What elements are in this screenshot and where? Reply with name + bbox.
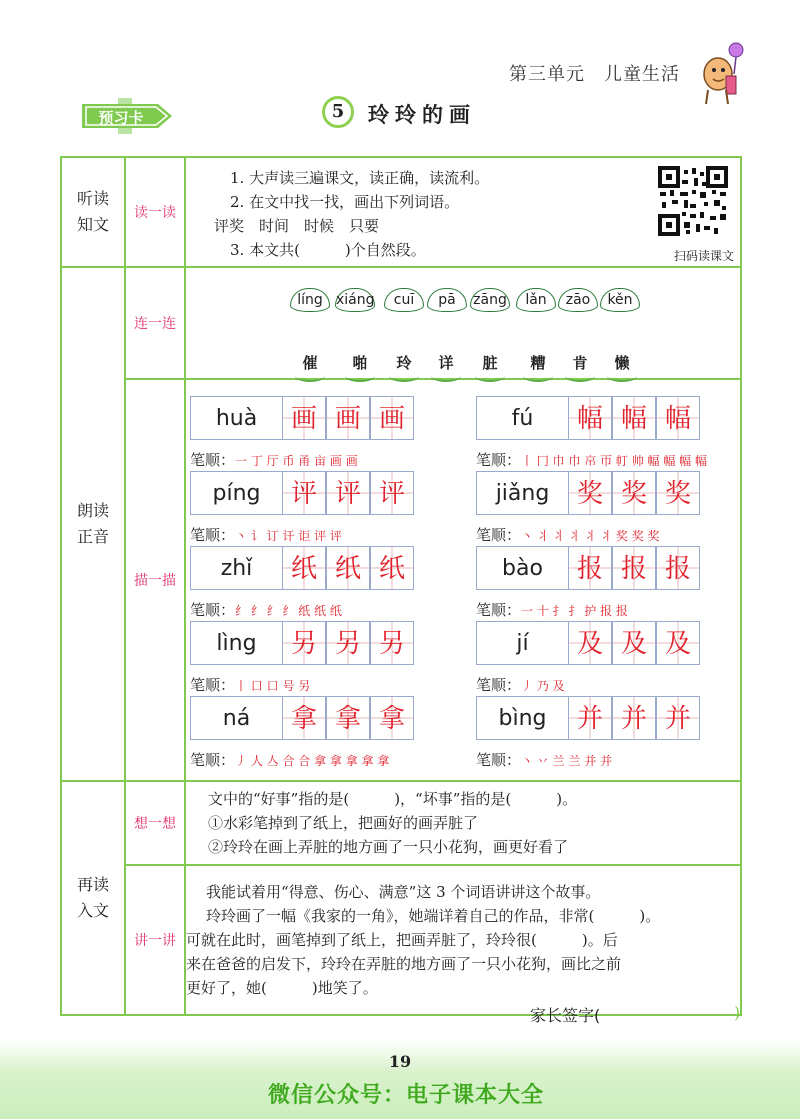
section-title: 再读	[76, 875, 109, 894]
leaf-base-icon	[607, 370, 637, 382]
qr-label: 扫码读课文	[673, 249, 734, 263]
section-listen	[61, 157, 125, 267]
think-area	[185, 781, 741, 865]
hanzi-char[interactable]: 懒	[614, 354, 630, 372]
leaf-base-icon	[345, 370, 375, 382]
qr-code-icon[interactable]	[658, 166, 728, 236]
hanzi-char[interactable]: 肯	[572, 354, 588, 372]
parent-sign-label: 家长签字(	[530, 1006, 601, 1025]
vocab-line: 评奖 时间 时候 只要	[214, 217, 380, 235]
stroke-order	[190, 449, 358, 470]
stroke-sequence: 丶 讠 订 讦 讵 评 评	[235, 529, 342, 543]
footer-text: 微信公众号：电子课本大全	[268, 1083, 545, 1108]
stroke-sequence: 一 十 扌 扌 护 报 报	[521, 604, 628, 618]
char-trace-cell[interactable]: 奖	[612, 471, 656, 515]
pinyin-leaf[interactable]: lǎn	[516, 288, 556, 312]
char-trace-cell[interactable]: 报	[656, 546, 700, 590]
char-trace-cell[interactable]: 及	[612, 621, 656, 665]
stroke-order-label: 笔顺：	[476, 526, 522, 544]
char-trace-cell[interactable]: 评	[282, 471, 326, 515]
question-line: 文中的“好事”指的是( )，“坏事”指的是( )。	[208, 790, 578, 808]
char-trace-cell[interactable]: 拿	[370, 696, 414, 740]
pinyin-leaf[interactable]: zāng	[470, 288, 510, 312]
char-trace-cell[interactable]: 另	[370, 621, 414, 665]
char-trace-cell[interactable]: 报	[568, 546, 612, 590]
stroke-order	[476, 749, 612, 770]
leaf-base-icon	[475, 370, 505, 382]
hanzi-char[interactable]: 玲	[396, 354, 412, 372]
leaf-base-icon	[523, 370, 553, 382]
leaf-base-icon	[565, 370, 595, 382]
mascot-icon	[696, 38, 746, 108]
sub-connect: 连一连	[125, 267, 185, 379]
stroke-order	[190, 599, 342, 620]
story-line: 更好了，她( )地笑了。	[186, 979, 378, 997]
sub-read: 读一读	[125, 157, 185, 267]
section-title: 知文	[76, 215, 109, 234]
lesson-title: 玲玲的画	[368, 102, 476, 127]
pinyin-leaf[interactable]: xiáng	[335, 288, 375, 312]
sub-think: 想一想	[125, 781, 185, 865]
hanzi-char[interactable]: 催	[302, 354, 318, 372]
stroke-order-label: 笔顺：	[190, 751, 236, 769]
stroke-order	[190, 749, 389, 770]
stroke-sequence: 丨 冂 巾 巾 𢂋 帀 帄 帅 幅 幅 幅 幅	[521, 454, 707, 468]
parent-signature[interactable]	[530, 1003, 600, 1026]
stroke-order	[190, 524, 342, 545]
pinyin-cell: huà	[190, 396, 282, 440]
char-trace-cell[interactable]: 幅	[656, 396, 700, 440]
char-trace-cell[interactable]: 画	[282, 396, 326, 440]
pinyin-cell: ná	[190, 696, 282, 740]
char-trace-cell[interactable]: 画	[370, 396, 414, 440]
char-trace-cell[interactable]: 拿	[326, 696, 370, 740]
tab-label: 预习卡	[98, 109, 144, 127]
char-trace-cell[interactable]: 奖	[568, 471, 612, 515]
pinyin-cell: bìng	[476, 696, 568, 740]
char-trace-cell[interactable]: 评	[326, 471, 370, 515]
char-trace-cell[interactable]: 纸	[370, 546, 414, 590]
pinyin-cell: fú	[476, 396, 568, 440]
stroke-sequence: 丶 丷 兰 兰 并 并	[521, 754, 613, 768]
char-trace-cell[interactable]: 并	[656, 696, 700, 740]
char-trace-cell[interactable]: 幅	[568, 396, 612, 440]
stroke-order-label: 笔顺：	[476, 676, 522, 694]
pinyin-cell: zhǐ	[190, 546, 282, 590]
stroke-order-label: 笔顺：	[190, 676, 236, 694]
stroke-order-label: 笔顺：	[476, 601, 522, 619]
option-line: ①水彩笔掉到了纸上，把画好的画弄脏了	[208, 814, 479, 832]
leaf-base-icon	[389, 370, 419, 382]
sub-trace: 描一描	[125, 379, 185, 781]
char-trace-cell[interactable]: 评	[370, 471, 414, 515]
char-trace-cell[interactable]: 纸	[326, 546, 370, 590]
char-trace-cell[interactable]: 并	[612, 696, 656, 740]
stroke-sequence: 一 丁 厅 币 甬 亩 画 画	[235, 454, 358, 468]
char-trace-cell[interactable]: 幅	[612, 396, 656, 440]
unit-title: 第三单元 儿童生活	[509, 64, 680, 85]
stroke-order	[476, 449, 707, 470]
pinyin-cell: píng	[190, 471, 282, 515]
stroke-order	[476, 674, 565, 695]
char-trace-cell[interactable]: 及	[568, 621, 612, 665]
stroke-order	[476, 524, 660, 545]
task-line: 1. 大声读三遍课文，读正确，读流利。	[230, 169, 490, 187]
parent-sign-close: )	[734, 1003, 741, 1022]
section-title: 入文	[76, 901, 109, 920]
pinyin-leaf[interactable]: kěn	[600, 288, 640, 312]
task-line: 2. 在文中找一找，画出下列词语。	[230, 193, 460, 211]
stroke-order-label: 笔顺：	[476, 451, 522, 469]
stroke-sequence: 纟 纟 纟 纟 纸 纸 纸	[235, 604, 342, 618]
char-trace-cell[interactable]: 另	[282, 621, 326, 665]
stroke-order-label: 笔顺：	[190, 451, 236, 469]
char-trace-cell[interactable]: 及	[656, 621, 700, 665]
pinyin-leaf[interactable]: líng	[290, 288, 330, 312]
hanzi-char[interactable]: 糟	[530, 354, 546, 372]
pinyin-leaf[interactable]: zāo	[558, 288, 598, 312]
option-line: ②玲玲在画上弄脏的地方画了一只小花狗，画更好看了	[208, 838, 569, 856]
story-line: 我能试着用“得意、伤心、满意”这 3 个词语讲讲这个故事。	[206, 883, 601, 901]
hanzi-char[interactable]: 啪	[352, 354, 368, 372]
char-trace-cell[interactable]: 并	[568, 696, 612, 740]
section-title: 正音	[76, 527, 109, 546]
story-line: 玲玲画了一幅《我家的一角》，她端详着自己的作品，非常( )。	[206, 907, 661, 925]
char-trace-cell[interactable]: 拿	[282, 696, 326, 740]
stroke-sequence: 丶 丬 丬 丬 丬 丬 奖 奖 奖	[521, 529, 660, 543]
story-line: 可就在此时，画笔掉到了纸上，把画弄脏了，玲玲很( )。后	[186, 931, 618, 949]
stroke-sequence: 丨 口 口 号 另	[235, 679, 311, 693]
section-title: 听读	[76, 189, 109, 208]
char-trace-cell[interactable]: 纸	[282, 546, 326, 590]
pinyin-cell: lìng	[190, 621, 282, 665]
stroke-order	[190, 674, 310, 695]
stroke-sequence: 丿 人 亼 合 合 拿 拿 拿 拿 拿	[235, 754, 390, 768]
stroke-sequence: 丿 乃 及	[521, 679, 565, 693]
pinyin-leaf[interactable]: pā	[427, 288, 467, 312]
lesson-number: 5	[322, 96, 354, 128]
leaf-base-icon	[295, 370, 325, 382]
leaf-base-icon	[431, 370, 461, 382]
char-trace-cell[interactable]: 画	[326, 396, 370, 440]
stroke-order-label: 笔顺：	[476, 751, 522, 769]
hanzi-char[interactable]: 详	[438, 354, 454, 372]
story-line: 来在爸爸的启发下，玲玲在弄脏的地方画了一只小花狗，画比之前	[186, 955, 622, 973]
stroke-order-label: 笔顺：	[190, 526, 236, 544]
char-trace-cell[interactable]: 另	[326, 621, 370, 665]
char-trace-cell[interactable]: 奖	[656, 471, 700, 515]
talk-area	[185, 865, 741, 1015]
page-number: 19	[388, 1052, 412, 1071]
task-line: 3. 本文共( )个自然段。	[230, 241, 426, 259]
pinyin-cell: jí	[476, 621, 568, 665]
read-tasks	[185, 157, 741, 267]
sub-talk: 讲一讲	[125, 865, 185, 1015]
char-trace-cell[interactable]: 报	[612, 546, 656, 590]
section-title: 朗读	[76, 501, 109, 520]
pinyin-cell: jiǎng	[476, 471, 568, 515]
stroke-order-label: 笔顺：	[190, 601, 236, 619]
section-reread	[61, 781, 125, 1015]
pinyin-cell: bào	[476, 546, 568, 590]
section-pronounce	[61, 267, 125, 781]
hanzi-char[interactable]: 脏	[482, 354, 498, 372]
stroke-order	[476, 599, 628, 620]
pinyin-leaf[interactable]: cuī	[384, 288, 424, 312]
